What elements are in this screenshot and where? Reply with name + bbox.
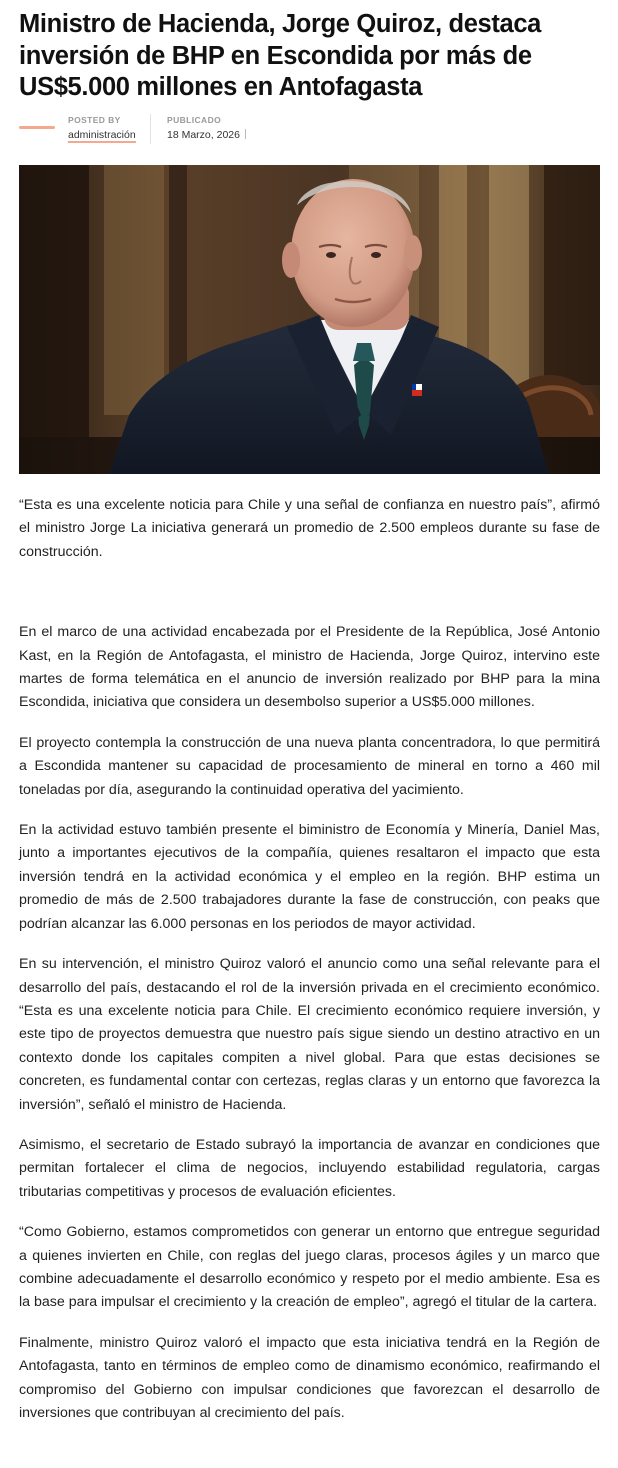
meta-published <box>150 114 246 144</box>
article-meta <box>19 114 600 150</box>
meta-posted-by <box>68 114 136 144</box>
article-body <box>19 494 600 1442</box>
minister-portrait-image <box>19 165 600 474</box>
author-link[interactable]: administración <box>68 128 136 141</box>
meta-separator <box>245 129 246 139</box>
meta-accent-line <box>19 126 55 129</box>
article-paragraph-5: Asimismo, el secretario de Estado subrayó la importancia de avanzar en condiciones que permitan fortalecer el clima de negocios, incluyendo estabilidad regulatoria, cargas tributarias competitivas y procesos de evaluación eficientes. <box>19 1136 600 1200</box>
article-paragraph-4: En su intervención, el ministro Quiroz valoró el anuncio como una señal relevante para el desarrollo del país, destacando el rol de la inversión privada en el crecimiento económico. “Esta es una excelente noticia para Chile. El crecimiento económico requiere inversión, y este tipo de proyectos demuestra que nuestro país sigue siendo un destino atractivo en un contexto donde los capitales compiten a nivel global. Para que estas decisiones se concreten, es fundamental contar con certezas, reglas claras y un entorno que favorezca la inversión”, señaló el ministro de Hacienda. <box>19 956 600 1113</box>
hero-image <box>19 165 600 474</box>
article-paragraph-2: El proyecto contempla la construcción de una nueva planta concentradora, lo que permitirá a Escondida mantener su capacidad de procesamiento de mineral en torno a 460 mil toneladas por día, asegurando la continuidad operativa del yacimiento. <box>19 734 600 798</box>
posted-by-label: POSTED BY <box>68 114 121 125</box>
article-paragraph-1: En el marco de una actividad encabezada por el Presidente de la República, José Antonio Kast, en la Región de Antofagasta, el ministro de Hacienda, Jorge Quiroz, intervino este martes de forma telemática en el anuncio de inversión realizado por BHP para la mina Escondida, iniciativa que considera un desembolso superior a US$5.000 millones. <box>19 624 600 711</box>
article-paragraph-7: Finalmente, ministro Quiroz valoró el impacto que esta iniciativa tendrá en la Región de Antofagasta, tanto en términos de empleo como de dinamismo económico, reafirmando el compromiso del Gobierno con impulsar condiciones que favorezcan el desarrollo de inversiones que contribuyan al crecimiento del país. <box>19 1334 600 1421</box>
article-paragraph-3: En la actividad estuvo también presente el biministro de Economía y Minería, Daniel Mas, junto a importantes ejecutivos de la compañía, quienes resaltaron el impacto que esta inversión tendrá en la actividad económica y el empleo en la región. BHP estima un promedio de más de 2.500 trabajadores durante la fase de construcción, con peaks que podrían alcanzar las 6.000 personas en los periodos de mayor actividad. <box>19 822 600 932</box>
published-label: PUBLICADO <box>167 114 222 125</box>
article-lead: “Esta es una excelente noticia para Chile y una señal de confianza en nuestro país”, afirmó el ministro Jorge La iniciativa generará un promedio de 2.500 empleos durante su fase de construcción. <box>19 497 600 560</box>
article-title: Ministro de Hacienda, Jorge Quiroz, destaca inversión de BHP en Escondida por más de US$5.000 millones en Antofagasta <box>19 10 542 101</box>
published-date: 18 Marzo, 2026 <box>167 128 240 141</box>
article-paragraph-6: “Como Gobierno, estamos comprometidos con generar un entorno que entregue seguridad a quienes invierten en Chile, con reglas del juego claras, procesos ágiles y un marco que combine adecuadamente el desarrollo económico y respeto por el medio ambiente. Esa es la base para impulsar el crecimiento y la creación de empleo”, agregó el titular de la cartera. <box>19 1224 600 1311</box>
